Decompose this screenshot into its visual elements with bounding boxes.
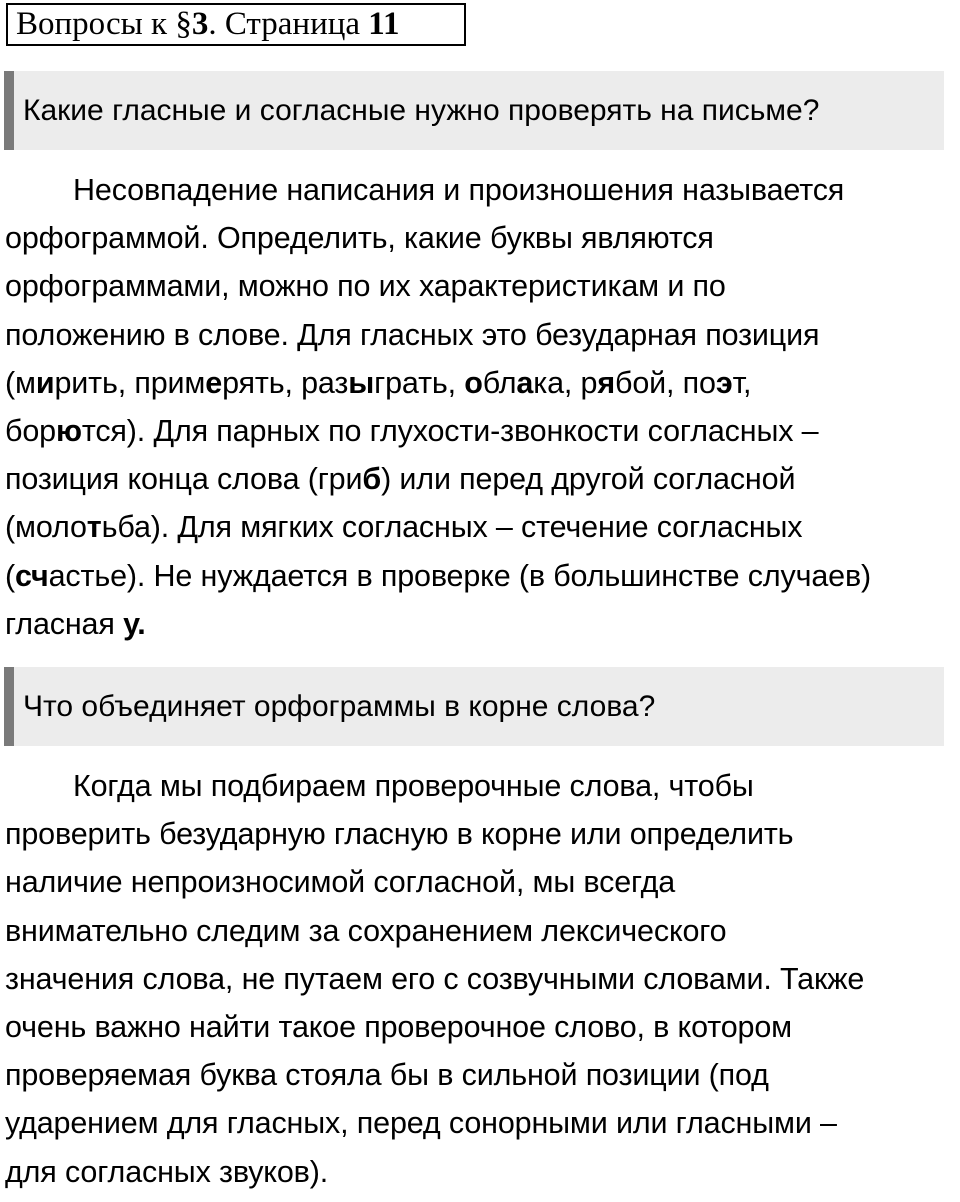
answer-line: положению в слове. Для гласных это безударная позиция xyxy=(5,317,820,352)
highlighted-letter: ы xyxy=(348,365,375,400)
highlighted-letter: е xyxy=(205,365,223,400)
text-run: бой, по xyxy=(615,365,716,400)
question-text-1: Какие гласные и согласные нужно проверять на письме? xyxy=(23,94,820,127)
answer-line: орфограммой. Определить, какие буквы являются xyxy=(5,221,714,256)
answer-line-examples-vowels xyxy=(5,359,955,407)
highlighted-letter: я xyxy=(597,365,615,400)
highlighted-letter: а xyxy=(516,365,534,400)
answer-line: внимательно следим за сохранением лексического xyxy=(5,913,727,948)
text-run: тся). Для парных по глухости-звонкости согласных – xyxy=(81,413,819,448)
text-run: грать, xyxy=(374,365,465,400)
text-run: ка, р xyxy=(533,365,598,400)
highlighted-letter: б xyxy=(362,462,382,497)
text-run: бл xyxy=(482,365,517,400)
question-heading-2 xyxy=(4,667,944,746)
answer-line xyxy=(5,503,955,551)
answer-paragraph-1 xyxy=(5,166,955,648)
text-run: (м xyxy=(5,365,36,400)
title-prefix: Вопросы к § xyxy=(16,6,192,42)
text-run: ьба). Для мягких согласных – стечение согласных xyxy=(101,510,803,545)
text-run: ( xyxy=(5,558,16,593)
answer-line xyxy=(5,455,955,503)
question-heading-1 xyxy=(4,71,944,150)
title-separator: . Страница xyxy=(208,6,369,42)
section-number: 3 xyxy=(191,6,209,42)
answer-line xyxy=(5,407,955,455)
text-run: (моло xyxy=(5,510,87,545)
answer-line: Несовпадение написания и произношения называется xyxy=(73,173,845,207)
question-text-2: Что объединяет орфограммы в корне слова? xyxy=(23,690,656,723)
page-number: 11 xyxy=(368,6,400,42)
highlighted-letter: ю xyxy=(55,413,82,448)
answer-line: очень важно найти такое проверочное слово, в котором xyxy=(5,1009,792,1044)
highlighted-letter: у. xyxy=(123,606,146,641)
answer-line: проверить безударную гласную в корне или определить xyxy=(5,817,794,852)
text-run: гласная xyxy=(5,606,124,641)
answer-line xyxy=(5,600,955,648)
highlighted-letter: т xyxy=(86,510,102,545)
answer-line: орфограммами, можно по их характеристикам и по xyxy=(5,269,726,304)
highlighted-letter: э xyxy=(715,365,733,400)
answer-line: значения слова, не путаем его с созвучными словами. Также xyxy=(5,961,865,996)
text-run: бор xyxy=(5,413,56,448)
answer-line: для согласных звуков). xyxy=(5,1154,329,1189)
answer-line: Когда мы подбираем проверочные слова, чтобы xyxy=(73,769,754,803)
text-run: астье). Не нуждается в проверке (в большинстве случаев) xyxy=(48,558,872,593)
text-run: позиция конца слова (гри xyxy=(5,462,363,497)
highlighted-letter: сч xyxy=(15,558,49,593)
text-run: ) или перед другой согласной xyxy=(381,462,796,497)
answer-line: ударением для гласных, перед сонорными или гласными – xyxy=(5,1106,837,1141)
highlighted-letter: о xyxy=(464,365,483,400)
answer-line: наличие непроизносимой согласной, мы всегда xyxy=(5,865,676,900)
text-run: рить, прим xyxy=(54,365,206,400)
answer-line: проверяемая буква стояла бы в сильной позиции (под xyxy=(5,1058,769,1093)
text-run: рять, раз xyxy=(222,365,349,400)
highlighted-letter: и xyxy=(35,365,55,400)
text-run: т, xyxy=(732,365,752,400)
answer-line xyxy=(5,552,955,600)
answer-paragraph-2 xyxy=(5,762,955,1196)
page-title xyxy=(6,3,466,46)
